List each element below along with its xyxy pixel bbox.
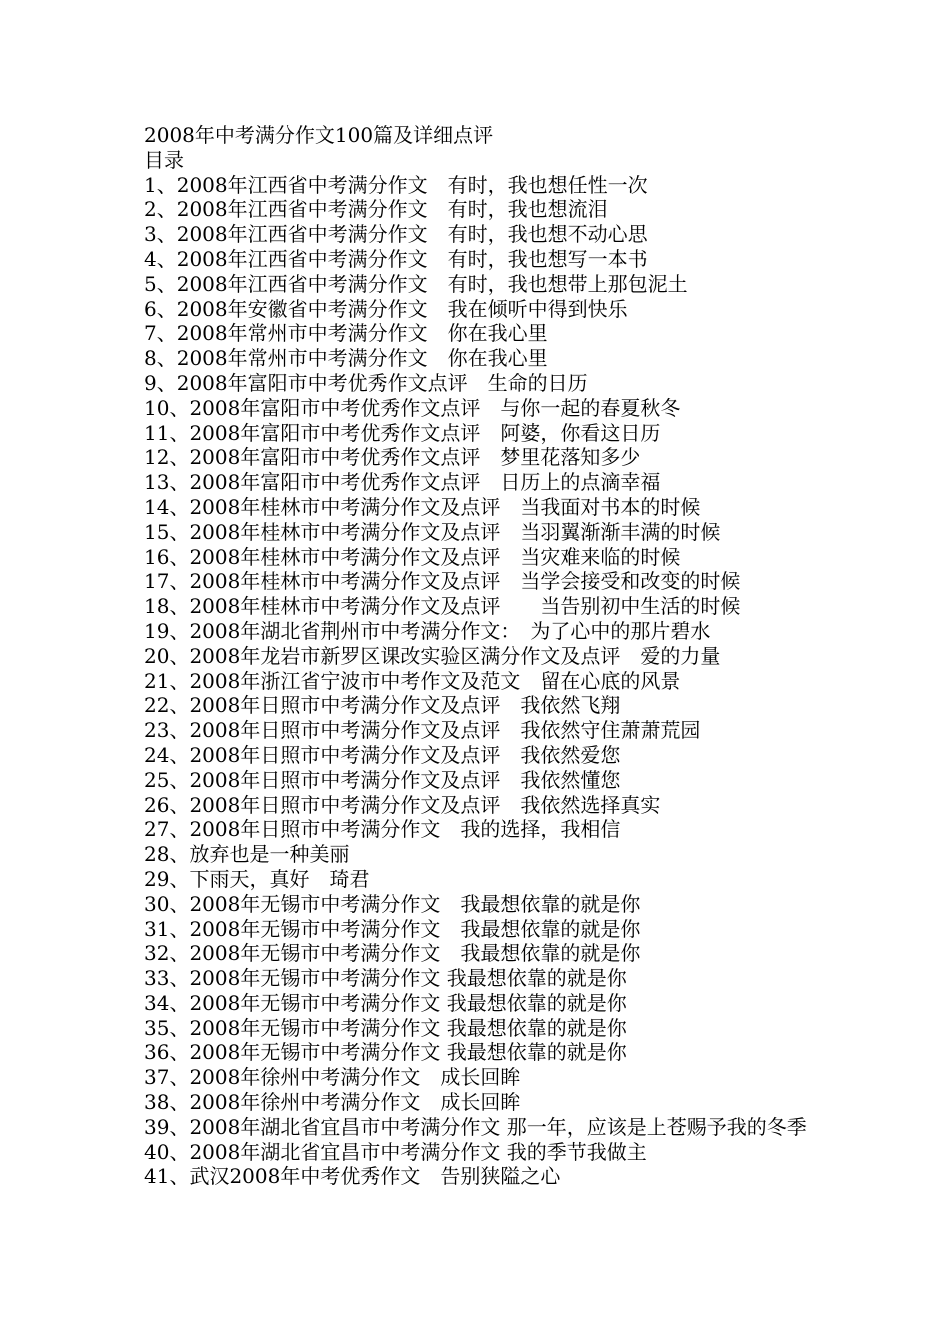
toc-entry: 1、2008年江西省中考满分作文 有时，我也想任性一次 (144, 172, 648, 197)
toc-list (144, 173, 814, 1190)
toc-entry: 34、2008年无锡市中考满分作文 我最想依靠的就是你 (144, 990, 627, 1015)
toc-entry: 33、2008年无锡市中考满分作文 我最想依靠的就是你 (144, 966, 627, 991)
toc-entry: 16、2008年桂林市中考满分作文及点评 当灾难来临的时候 (144, 544, 681, 569)
toc-entry: 10、2008年富阳市中考优秀作文点评 与你一起的春夏秋冬 (144, 395, 681, 420)
toc-entry: 13、2008年富阳市中考优秀作文点评 日历上的点滴幸福 (144, 470, 661, 495)
toc-entry: 32、2008年无锡市中考满分作文 我最想依靠的就是你 (144, 941, 641, 966)
toc-entry: 31、2008年无锡市中考满分作文 我最想依靠的就是你 (144, 916, 641, 941)
toc-entry: 29、下雨天，真好 琦君 (144, 866, 370, 891)
toc-entry: 14、2008年桂林市中考满分作文及点评 当我面对书本的时候 (144, 494, 701, 519)
toc-entry: 23、2008年日照市中考满分作文及点评 我依然守住萧萧荒园 (144, 718, 701, 743)
toc-entry: 27、2008年日照市中考满分作文 我的选择，我相信 (144, 817, 621, 842)
toc-entry: 41、武汉2008年中考优秀作文 告别狭隘之心 (144, 1164, 561, 1189)
toc-entry: 28、放弃也是一种美丽 (144, 842, 350, 867)
toc-entry: 8、2008年常州市中考满分作文 你在我心里 (144, 346, 548, 371)
toc-entry: 25、2008年日照市中考满分作文及点评 我依然懂您 (144, 767, 621, 792)
toc-entry: 40、2008年湖北省宜昌市中考满分作文 我的季节我做主 (144, 1139, 647, 1164)
toc-entry: 18、2008年桂林市中考满分作文及点评 当告别初中生活的时候 (144, 594, 741, 619)
toc-entry: 26、2008年日照市中考满分作文及点评 我依然选择真实 (144, 792, 661, 817)
toc-entry: 38、2008年徐州中考满分作文 成长回眸 (144, 1090, 521, 1115)
toc-entry: 19、2008年湖北省荆州市中考满分作文： 为了心中的那片碧水 (144, 618, 711, 643)
toc-entry: 7、2008年常州市中考满分作文 你在我心里 (144, 321, 548, 346)
toc-entry: 17、2008年桂林市中考满分作文及点评 当学会接受和改变的时候 (144, 569, 741, 594)
toc-entry: 9、2008年富阳市中考优秀作文点评 生命的日历 (144, 370, 588, 395)
document-body (144, 123, 814, 1189)
document-title: 2008年中考满分作文100篇及详细点评 (144, 123, 494, 147)
toc-entry: 6、2008年安徽省中考满分作文 我在倾听中得到快乐 (144, 296, 628, 321)
toc-heading: 目录 (144, 147, 184, 172)
toc-entry: 20、2008年龙岩市新罗区课改实验区满分作文及点评 爱的力量 (144, 643, 721, 668)
toc-entry: 21、2008年浙江省宁波市中考作文及范文 留在心底的风景 (144, 668, 681, 693)
toc-entry: 12、2008年富阳市中考优秀作文点评 梦里花落知多少 (144, 445, 641, 470)
toc-entry: 35、2008年无锡市中考满分作文 我最想依靠的就是你 (144, 1015, 627, 1040)
toc-entry: 39、2008年湖北省宜昌市中考满分作文 那一年，应该是上苍赐予我的冬季 (144, 1114, 807, 1139)
toc-entry: 30、2008年无锡市中考满分作文 我最想依靠的就是你 (144, 891, 641, 916)
toc-entry: 36、2008年无锡市中考满分作文 我最想依靠的就是你 (144, 1040, 627, 1065)
toc-entry: 22、2008年日照市中考满分作文及点评 我依然飞翔 (144, 693, 621, 718)
toc-entry: 3、2008年江西省中考满分作文 有时，我也想不动心思 (144, 222, 648, 247)
toc-entry: 37、2008年徐州中考满分作文 成长回眸 (144, 1065, 521, 1090)
toc-entry: 2、2008年江西省中考满分作文 有时，我也想流泪 (144, 197, 608, 222)
toc-entry: 11、2008年富阳市中考优秀作文点评 阿婆，你看这日历 (144, 420, 661, 445)
toc-entry: 24、2008年日照市中考满分作文及点评 我依然爱您 (144, 742, 621, 767)
toc-entry: 4、2008年江西省中考满分作文 有时，我也想写一本书 (144, 246, 648, 271)
toc-entry: 15、2008年桂林市中考满分作文及点评 当羽翼渐渐丰满的时候 (144, 519, 721, 544)
toc-entry: 5、2008年江西省中考满分作文 有时，我也想带上那包泥土 (144, 271, 688, 296)
